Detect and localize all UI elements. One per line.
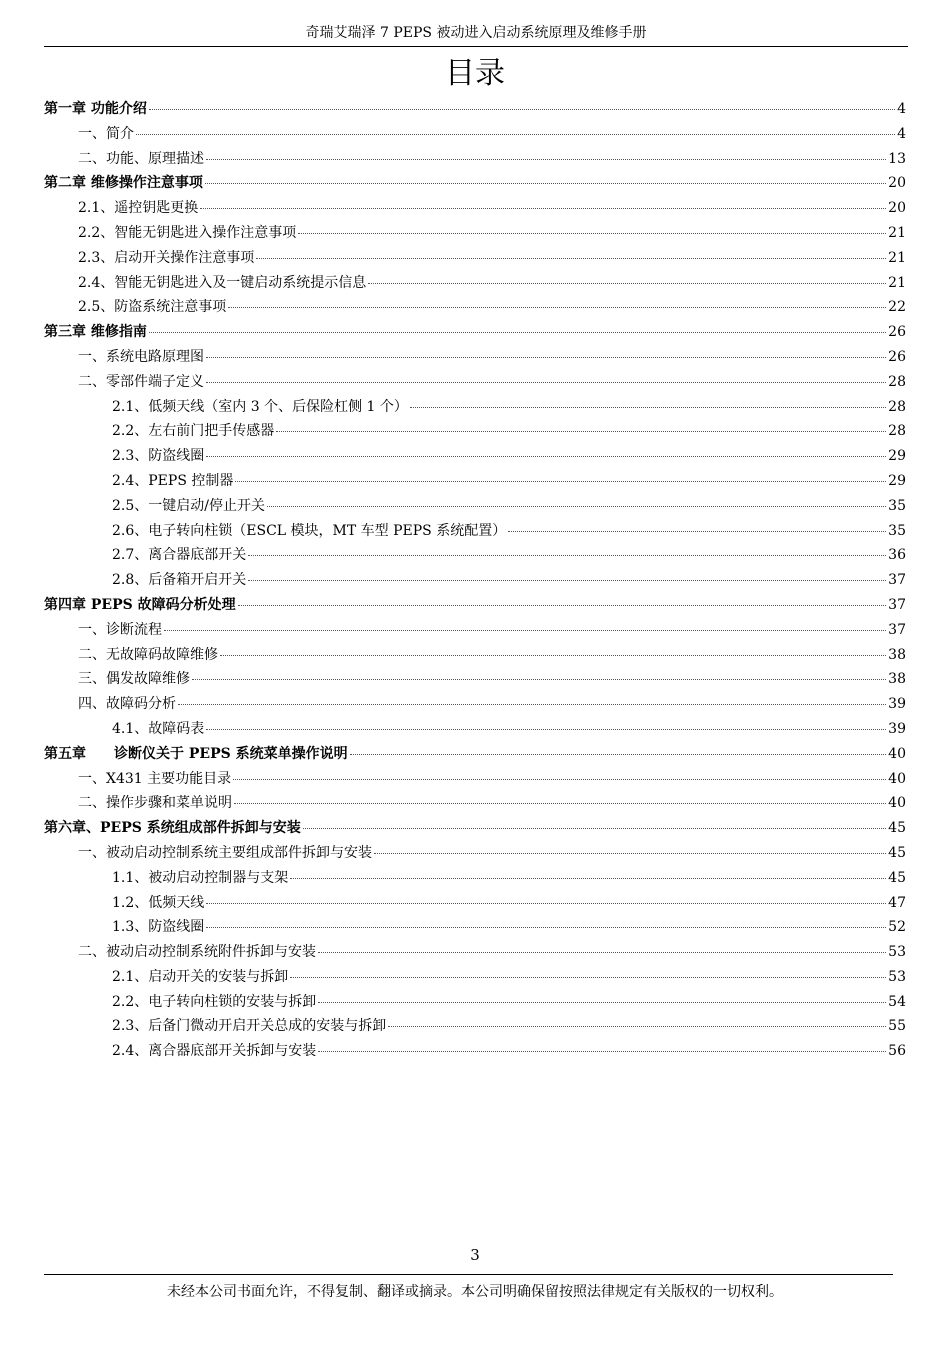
toc-entry[interactable] <box>44 271 906 296</box>
toc-entry[interactable] <box>44 221 906 246</box>
copyright-notice: 未经本公司书面允许，不得复制、翻译或摘录。本公司明确保留按照法律规定有关版权的一切权利。 <box>167 1284 783 1300</box>
toc-entry[interactable] <box>44 990 906 1015</box>
toc-entry-text: 一、被动启动控制系统主要组成部件拆卸与安装 <box>78 844 372 861</box>
toc-dot-leader <box>248 555 886 556</box>
toc-entry[interactable] <box>44 519 906 544</box>
toc-dot-leader <box>206 357 886 358</box>
toc-dot-leader <box>178 704 886 705</box>
toc-entry-page: 29 <box>888 472 906 489</box>
toc-entry[interactable] <box>44 791 906 816</box>
toc-entry[interactable] <box>44 841 906 866</box>
toc-entry-text: 2.2、电子转向柱锁的安装与拆卸 <box>112 993 317 1010</box>
toc-entry[interactable] <box>44 643 906 668</box>
toc-entry[interactable] <box>44 717 906 742</box>
toc-dot-leader <box>374 853 886 854</box>
toc-entry[interactable] <box>44 171 906 196</box>
toc-entry-text: 2.5、一键启动/停止开关 <box>112 497 265 514</box>
toc-entry-page: 39 <box>888 720 906 737</box>
toc-entry[interactable] <box>44 568 906 593</box>
toc-dot-leader <box>318 1002 886 1003</box>
toc-entry-page: 37 <box>888 621 906 638</box>
toc-entry-page: 26 <box>888 324 906 341</box>
toc-entry[interactable] <box>44 444 906 469</box>
toc-entry-page: 40 <box>888 795 906 812</box>
toc-entry-text: 第五章 诊断仪关于 PEPS 系统菜单操作说明 <box>44 745 348 762</box>
toc-entry-text: 第四章 PEPS 故障码分析处理 <box>44 596 236 613</box>
toc-entry[interactable] <box>44 122 906 147</box>
toc-entry-page: 37 <box>888 572 906 589</box>
toc-dot-leader <box>350 754 887 755</box>
toc-dot-leader <box>290 977 886 978</box>
toc-dot-leader <box>136 134 895 135</box>
toc-dot-leader <box>508 531 886 532</box>
toc-entry-text: 2.3、后备门微动开启开关总成的安装与拆卸 <box>112 1018 387 1035</box>
toc-entry[interactable] <box>44 295 906 320</box>
toc-entry-text: 2.4、离合器底部开关拆卸与安装 <box>112 1043 317 1060</box>
toc-entry[interactable] <box>44 345 906 370</box>
toc-entry-page: 20 <box>888 175 906 192</box>
toc-entry-page: 40 <box>888 770 906 787</box>
toc-entry-text: 第一章 功能介绍 <box>44 101 147 117</box>
toc-entry[interactable] <box>44 543 906 568</box>
toc-dot-leader <box>206 382 886 383</box>
toc-entry-text: 二、被动启动控制系统附件拆卸与安装 <box>78 944 316 961</box>
toc-entry[interactable] <box>44 147 906 172</box>
toc-entry-text: 2.8、后备箱开启开关 <box>112 572 247 589</box>
toc-entry-page: 20 <box>888 200 906 217</box>
toc-entry-page: 47 <box>888 894 906 911</box>
document-title: 奇瑞艾瑞泽 7 PEPS 被动进入启动系统原理及维修手册 <box>305 25 647 41</box>
toc-dot-leader <box>267 506 886 507</box>
toc-entry-text: 2.3、防盗线圈 <box>112 448 205 465</box>
toc-dot-leader <box>256 258 886 259</box>
toc-entry-text: 第二章 维修操作注意事项 <box>44 175 203 192</box>
toc-entry[interactable] <box>44 1014 906 1039</box>
toc-entry-text: 二、操作步骤和菜单说明 <box>78 795 232 812</box>
toc-entry-page: 22 <box>888 299 906 316</box>
toc-entry-page: 53 <box>888 944 906 961</box>
toc-entry-text: 1.2、低频天线 <box>112 894 205 911</box>
toc-entry[interactable] <box>44 618 906 643</box>
footer-divider <box>44 1274 893 1275</box>
toc-entry[interactable] <box>44 370 906 395</box>
toc-entry[interactable] <box>44 469 906 494</box>
toc-dot-leader <box>248 580 886 581</box>
toc-entry-page: 45 <box>888 820 906 837</box>
toc-entry[interactable] <box>44 965 906 990</box>
toc-entry-page: 21 <box>888 224 906 241</box>
toc-entry-page: 28 <box>888 373 906 390</box>
toc-entry-text: 1.3、防盗线圈 <box>112 919 205 936</box>
toc-entry-text: 2.4、PEPS 控制器 <box>112 472 234 489</box>
toc-entry[interactable] <box>44 891 906 916</box>
toc-entry-text: 2.1、遥控钥匙更换 <box>78 200 199 217</box>
toc-entry-page: 52 <box>888 919 906 936</box>
toc-entry-text: 2.4、智能无钥匙进入及一键启动系统提示信息 <box>78 274 367 291</box>
toc-entry-text: 第六章、PEPS 系统组成部件拆卸与安装 <box>44 820 301 837</box>
toc-entry-page: 55 <box>888 1018 906 1035</box>
toc-dot-leader <box>368 283 886 284</box>
toc-entry-text: 1.1、被动启动控制器与支架 <box>112 869 289 886</box>
toc-entry[interactable] <box>44 246 906 271</box>
toc-dot-leader <box>206 927 886 928</box>
toc-dot-leader <box>318 952 886 953</box>
toc-entry-page: 38 <box>888 671 906 688</box>
toc-entry-text: 2.5、防盗系统注意事项 <box>78 299 227 316</box>
table-of-contents <box>44 97 906 1064</box>
toc-dot-leader <box>235 481 886 482</box>
toc-entry-text: 2.2、智能无钥匙进入操作注意事项 <box>78 224 297 241</box>
toc-entry[interactable] <box>44 667 906 692</box>
toc-entry-page: 4 <box>897 101 906 117</box>
toc-entry[interactable] <box>44 742 906 767</box>
toc-entry-page: 21 <box>888 274 906 291</box>
toc-entry-text: 2.1、低频天线（室内 3 个、后保险杠侧 1 个） <box>112 398 408 415</box>
toc-entry-text: 第三章 维修指南 <box>44 324 147 341</box>
toc-entry-page: 4 <box>897 125 906 142</box>
toc-dot-leader <box>200 208 886 209</box>
toc-entry-page: 54 <box>888 993 906 1010</box>
toc-dot-leader <box>206 159 886 160</box>
page-number: 3 <box>470 1246 480 1264</box>
toc-entry[interactable] <box>44 692 906 717</box>
toc-entry-page: 29 <box>888 448 906 465</box>
toc-dot-leader <box>192 679 886 680</box>
toc-title: 目录 <box>445 56 505 91</box>
toc-dot-leader <box>290 878 886 879</box>
toc-entry-text: 四、故障码分析 <box>78 696 176 713</box>
toc-entry-text: 二、无故障码故障维修 <box>78 646 218 663</box>
toc-dot-leader <box>388 1026 886 1027</box>
toc-dot-leader <box>298 233 886 234</box>
toc-dot-leader <box>164 630 886 631</box>
toc-entry-page: 13 <box>888 150 906 167</box>
toc-dot-leader <box>149 109 895 110</box>
toc-entry-text: 一、简介 <box>78 125 134 142</box>
toc-entry-page: 37 <box>888 596 906 613</box>
toc-entry-text: 4.1、故障码表 <box>112 720 205 737</box>
toc-dot-leader <box>234 803 886 804</box>
toc-entry[interactable] <box>44 196 906 221</box>
toc-entry-text: 二、功能、原理描述 <box>78 150 204 167</box>
page-header <box>44 22 908 47</box>
toc-dot-leader <box>318 1051 886 1052</box>
toc-entry[interactable] <box>44 940 906 965</box>
toc-dot-leader <box>228 307 886 308</box>
toc-entry[interactable] <box>44 494 906 519</box>
toc-dot-leader <box>206 456 886 457</box>
toc-entry-text: 2.6、电子转向柱锁（ESCL 模块，MT 车型 PEPS 系统配置） <box>112 522 507 539</box>
toc-entry[interactable] <box>44 320 906 345</box>
toc-entry-page: 35 <box>888 522 906 539</box>
toc-entry-text: 2.3、启动开关操作注意事项 <box>78 249 255 266</box>
toc-dot-leader <box>410 407 886 408</box>
toc-entry[interactable] <box>44 593 906 618</box>
toc-entry[interactable] <box>44 816 906 841</box>
toc-entry-text: 三、偶发故障维修 <box>78 671 190 688</box>
toc-entry[interactable] <box>44 97 906 122</box>
toc-entry-page: 28 <box>888 398 906 415</box>
toc-dot-leader <box>238 605 887 606</box>
toc-entry-page: 40 <box>888 745 906 762</box>
toc-entry-text: 二、零部件端子定义 <box>78 373 204 390</box>
toc-entry-text: 一、系统电路原理图 <box>78 348 204 365</box>
toc-entry-page: 56 <box>888 1043 906 1060</box>
toc-entry-text: 2.7、离合器底部开关 <box>112 547 247 564</box>
toc-dot-leader <box>206 903 886 904</box>
toc-dot-leader <box>303 828 886 829</box>
toc-entry-page: 45 <box>888 869 906 886</box>
toc-entry-text: 一、X431 主要功能目录 <box>78 770 232 787</box>
toc-entry[interactable] <box>44 419 906 444</box>
toc-dot-leader <box>206 729 886 730</box>
toc-dot-leader <box>233 779 886 780</box>
toc-entry-page: 53 <box>888 968 906 985</box>
toc-entry-page: 26 <box>888 348 906 365</box>
toc-entry-page: 38 <box>888 646 906 663</box>
toc-entry[interactable] <box>44 866 906 891</box>
toc-entry-page: 39 <box>888 696 906 713</box>
toc-entry-text: 2.1、启动开关的安装与拆卸 <box>112 968 289 985</box>
toc-entry-page: 45 <box>888 844 906 861</box>
toc-dot-leader <box>149 332 886 333</box>
toc-dot-leader <box>220 655 886 656</box>
toc-entry-page: 21 <box>888 249 906 266</box>
toc-dot-leader <box>276 431 886 432</box>
toc-entry-text: 2.2、左右前门把手传感器 <box>112 423 275 440</box>
toc-entry[interactable] <box>44 395 906 420</box>
toc-entry-page: 28 <box>888 423 906 440</box>
toc-entry[interactable] <box>44 1039 906 1064</box>
toc-entry-page: 36 <box>888 547 906 564</box>
toc-dot-leader <box>205 183 886 184</box>
toc-entry[interactable] <box>44 915 906 940</box>
toc-entry[interactable] <box>44 767 906 792</box>
toc-entry-page: 35 <box>888 497 906 514</box>
toc-entry-text: 一、诊断流程 <box>78 621 162 638</box>
